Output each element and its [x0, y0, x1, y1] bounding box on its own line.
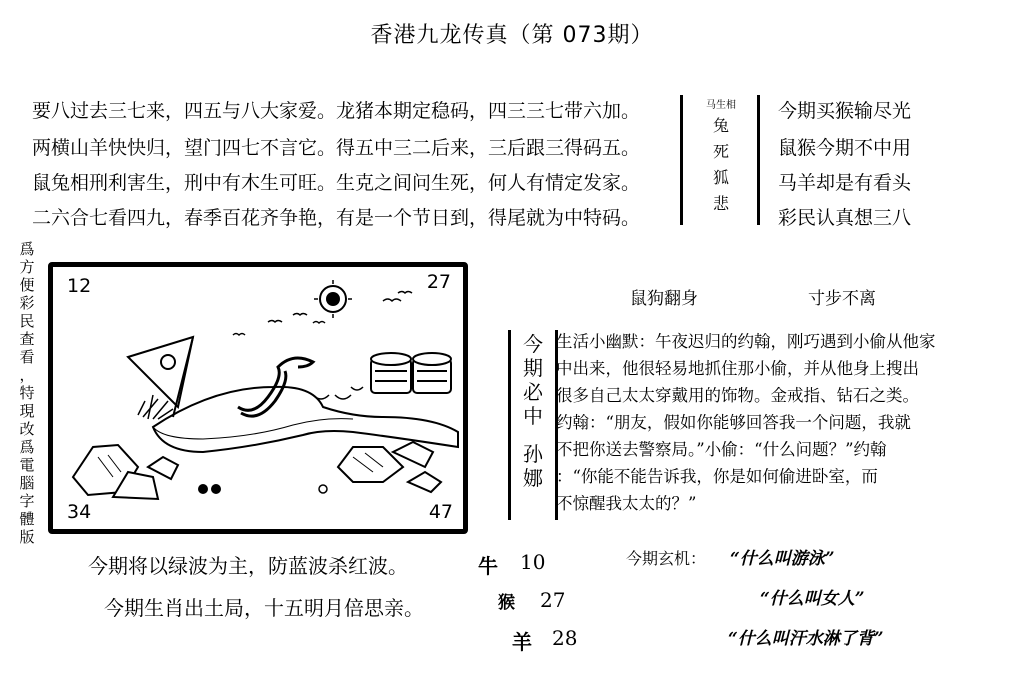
- xuanji-item-3: “什么叫汗水淋了背”: [728, 629, 884, 649]
- drums: [371, 353, 451, 393]
- humor-story: [556, 328, 1024, 517]
- left-vertical-note: 爲 方 便 彩 民 查 看 ， 特 現 改 爲 電 腦 字 體 版: [19, 240, 35, 546]
- bottom-animal-3: 羊: [512, 630, 532, 654]
- corner-number-bottom-left: 34: [67, 501, 92, 523]
- xuanji-item-2: “什么叫女人”: [760, 589, 865, 609]
- side-box-top: 马生相: [706, 100, 736, 111]
- phrase-left: 鼠狗翻身: [630, 289, 698, 309]
- fruits-icon: [198, 484, 327, 494]
- bottom-number-1: 10: [520, 550, 546, 574]
- birds: [233, 292, 412, 336]
- phrase-right: 寸步不离: [808, 289, 876, 309]
- rocks: [73, 442, 441, 499]
- vertical-box: 今 期 必 中 孙 娜: [508, 330, 558, 520]
- corner-number-top-left: 12: [67, 275, 92, 297]
- side-box-char: 兔: [712, 116, 729, 135]
- side-box-char: 悲: [712, 194, 729, 213]
- poem-line-3: 鼠兔相刑利害生，刑中有木生可旺。生克之间问生死，何人有情定发家。: [32, 172, 641, 194]
- flag-icon: [128, 337, 193, 417]
- bottom-line-2: 今期生肖出土局，十五明月倍思亲。: [104, 596, 424, 620]
- right-line-2: 鼠猴今期不中用: [778, 137, 912, 159]
- story-line: 中出来，他很轻易地抓住那小偷，并从他身上搜出: [556, 359, 919, 378]
- right-line-4: 彩民认真想三八: [778, 207, 912, 229]
- landscape-illustration: [53, 267, 463, 529]
- story-line: 约翰：“朋友，假如你能够回答我一个问题，我就: [556, 413, 911, 432]
- bottom-number-3: 28: [552, 626, 578, 650]
- side-box: [680, 95, 760, 225]
- bottom-animal-1: 牛: [478, 554, 498, 578]
- bottom-number-2: 27: [540, 588, 566, 612]
- illustration-frame: [48, 262, 468, 534]
- bottom-animal-2: 猴: [498, 593, 515, 613]
- ingots: [313, 387, 363, 399]
- poem-line-4: 二六合七看四九，春季百花齐争艳，有是一个节日到，得尾就为中特码。: [32, 207, 641, 229]
- xuanji-label: 今期玄机：: [626, 549, 707, 568]
- right-line-3: 马羊却是有看头: [778, 172, 912, 194]
- story-line: 不把你送去警察局。”小偷：“什么问题？”约翰: [556, 440, 887, 459]
- poem-line-2: 两横山羊快快归，望门四七不言它。得五中三二后来，三后跟三得码五。: [32, 137, 641, 159]
- corner-number-bottom-right: 47: [428, 501, 453, 523]
- page-title: 香港九龙传真（第 073期）: [370, 23, 654, 48]
- bottom-line-1: 今期将以绿波为主，防蓝波杀红波。: [88, 554, 408, 578]
- story-line: 不惊醒我太太的？”: [556, 494, 697, 513]
- story-line: 很多自己太太穿戴用的饰物。金戒指、钻石之类。: [556, 386, 919, 405]
- poem-line-1: 要八过去三七来，四五与八大家爱。龙猪本期定稳码，四三三七带六加。: [32, 100, 641, 122]
- right-line-1: 今期买猴输尽光: [778, 100, 912, 122]
- side-box-char: 死: [712, 142, 729, 161]
- corner-number-top-right: 27: [426, 271, 451, 293]
- snake-icon: [238, 358, 313, 416]
- side-box-char: 狐: [712, 168, 729, 187]
- story-line: ：“你能不能告诉我，你是如何偷进卧室，而: [556, 467, 878, 486]
- plant: [138, 395, 173, 419]
- xuanji-item-1: “什么叫游泳”: [730, 549, 835, 569]
- story-line: 生活小幽默：午夜迟归的约翰，刚巧遇到小偷从他家: [556, 332, 936, 351]
